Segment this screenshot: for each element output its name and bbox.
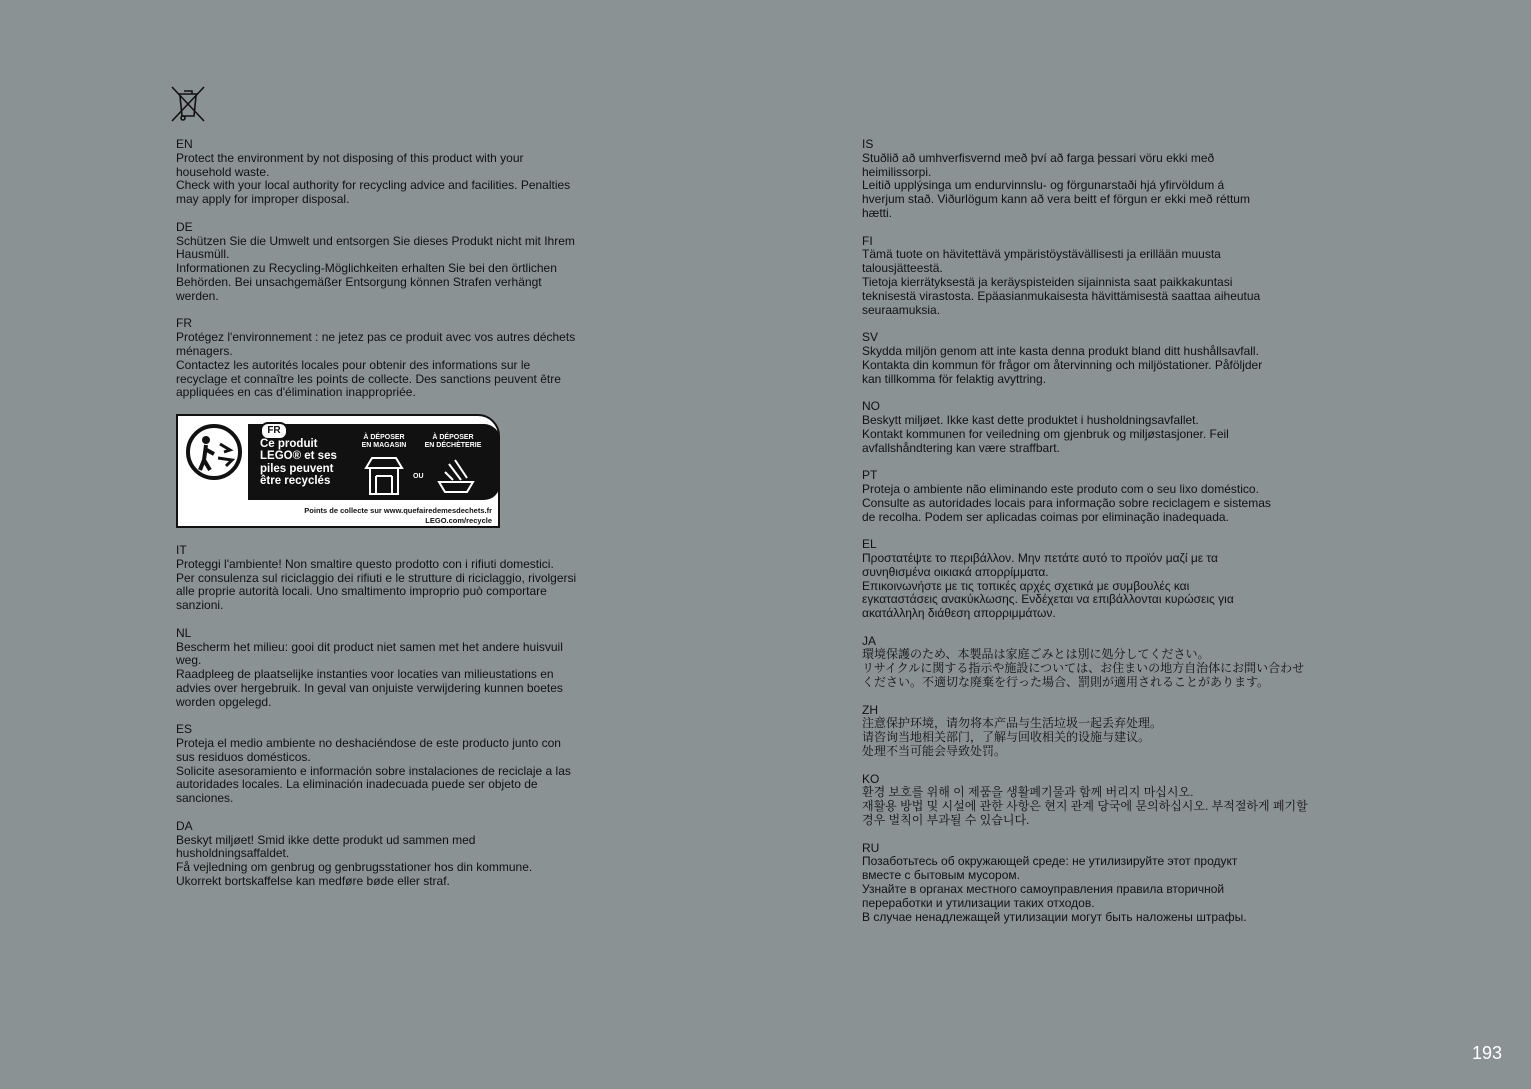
fr-badge: FR — [260, 422, 288, 440]
language-code: FR — [176, 316, 192, 331]
text-line: Stuðlið að umhverfisvernd með því að farga þessari vöru ekki með — [862, 150, 1215, 165]
right-column — [862, 138, 1317, 938]
text-line: 请咨询当地相关部门，了解与回收相关的设施与建议。 — [862, 730, 1151, 745]
language-section-zh — [862, 704, 1317, 759]
text-line: εγκαταστάσεις ανακύκλωσης. Ενδέχεται να επιβάλλονται κυρώσεις για — [862, 592, 1234, 607]
language-section-ja — [862, 635, 1317, 690]
text-line: Επικοινωνήστε με τις τοπικές αρχές σχετικά με συμβουλές και — [862, 578, 1190, 593]
text-line: kan tillkomma för felaktig avyttring. — [862, 371, 1047, 386]
text-line: hætti. — [862, 205, 893, 220]
language-code: DE — [176, 219, 193, 234]
text-line: Schützen Sie die Umwelt und entsorgen Sie dieses Produkt nicht mit Ihrem — [176, 233, 575, 248]
text-line: Proteggi l'ambiente! Non smaltire questo prodotto con i rifiuti domestici. — [176, 556, 554, 571]
text-line: recyclage et connaître les points de collecte. Des sanctions peuvent être — [176, 371, 561, 386]
text-line: Προστατέψτε το περιβάλλον. Μην πετάτε αυτό το προϊόν μαζί με τα — [862, 550, 1218, 565]
text-line: Kontakta din kommun för frågor om återvinning och miljöstationer. Påföljder — [862, 357, 1263, 372]
language-section-es — [176, 723, 631, 806]
language-section-en — [176, 138, 631, 207]
or-label: OU — [413, 472, 424, 480]
text-line: Informationen zu Recycling-Möglichkeiten erhalten Sie bei den örtlichen — [176, 261, 557, 276]
language-section-fr — [176, 317, 631, 400]
language-code: RU — [862, 840, 880, 855]
triman-recycling-label — [176, 414, 500, 528]
text-line: συνηθισμένα οικιακά απορρίμματα. — [862, 564, 1049, 579]
triman-title: Ce produit LEGO® et ses piles peuvent être recyclés — [260, 437, 337, 488]
left-column — [176, 138, 631, 903]
text-line: Solicite asesoramiento e información sobre instalaciones de reciclaje a las — [176, 763, 571, 778]
language-code: JA — [862, 633, 877, 648]
language-section-fi — [862, 235, 1317, 318]
language-code: NL — [176, 625, 192, 640]
text-line: переработки и утилизации таких отходов. — [862, 895, 1095, 910]
language-section-ru — [862, 842, 1317, 925]
text-line: advies over hergebruik. In geval van onjuiste verwijdering kunnen boetes — [176, 680, 563, 695]
language-section-ko — [862, 773, 1317, 828]
text-line: Beskyt miljøet! Smid ikke dette produkt ud sammen med — [176, 832, 476, 847]
text-line: ακατάλληλη διάθεση απορριμμάτων. — [862, 606, 1056, 621]
text-line: Tämä tuote on hävitettävä ympäristöystävällisesti ja erillään muusta — [862, 247, 1221, 262]
text-line: 환경 보호를 위해 이 제품을 생활폐기물과 함께 버리지 마십시오. — [862, 785, 1194, 800]
language-section-sv — [862, 331, 1317, 386]
text-line: Raadpleeg de plaatselijke instanties voor locaties van milieustations en — [176, 667, 554, 682]
language-section-is — [862, 138, 1317, 221]
language-section-el — [862, 538, 1317, 621]
text-line: may apply for improper disposal. — [176, 192, 350, 207]
text-line: weg. — [176, 653, 202, 668]
text-line: Check with your local authority for recycling advice and facilities. Penalties — [176, 178, 571, 193]
text-line: hverjum stað. Viðurlögum kann að vera beitt ef förgun er ekki með réttum — [862, 192, 1250, 207]
text-line: Позаботьтесь об окружающей среде: не утилизируйте этот продукт — [862, 854, 1238, 869]
text-line: sus residuos domésticos. — [176, 749, 311, 764]
text-line: 재활용 방법 및 시설에 관한 사항은 현지 관계 당국에 문의하십시오. 부적절하게 폐기할 — [862, 799, 1308, 814]
text-line: ください。不適切な廃棄を行った場合、罰則が適用されることがあります。 — [862, 675, 1270, 690]
deposit-dechetterie-label: À DÉPOSER EN DÉCHÈTERIE — [424, 433, 482, 449]
text-line: 環境保護のため、本製品は家庭ごみとは別に処分してください。 — [862, 647, 1210, 662]
text-line: alle proprie autorità locali. Uno smaltimento improprio può comportare — [176, 584, 547, 599]
text-line: talousjätteestä. — [862, 261, 943, 276]
text-line: de recolha. Podem ser aplicadas coimas por eliminação inadequada. — [862, 509, 1229, 524]
text-line: werden. — [176, 288, 219, 303]
page-number: 193 — [1472, 1043, 1503, 1063]
deposit-shop-label: À DÉPOSER EN MAGASIN — [361, 433, 407, 449]
text-line: Per consulenza sul riciclaggio dei rifiuti e le strutture di riciclaggio, rivolgersi — [176, 570, 577, 585]
text-line: teknisestä virastosta. Epäasianmukaisesta hävittämisestä saattaa aiheutua — [862, 288, 1261, 303]
lego-recycle-url: LEGO.com/recycle — [425, 515, 492, 525]
language-code: IS — [862, 137, 874, 151]
text-line: Kontakt kommunen for veiledning om gjenbruk og miljøstasjoner. Feil — [862, 426, 1229, 441]
language-code: FI — [862, 233, 873, 248]
language-section-pt — [862, 469, 1317, 524]
language-code: SV — [862, 330, 879, 345]
language-section-it — [176, 544, 631, 613]
language-section-da — [176, 820, 631, 889]
text-line: Hausmüll. — [176, 247, 230, 262]
text-line: autoridades locales. La eliminación inadecuada puede ser objeto de — [176, 777, 538, 792]
shop-icon — [362, 454, 406, 498]
text-line: Beskytt miljøet. Ikke kast dette produktet i husholdningsavfallet. — [862, 412, 1199, 427]
text-line: Bescherm het milieu: gooi dit product niet samen met het andere huisvuil — [176, 639, 563, 654]
language-code: PT — [862, 468, 878, 483]
text-line: avfallshåndtering kan være straffbart. — [862, 440, 1060, 455]
crossed-out-bin-icon — [168, 84, 208, 124]
language-code: KO — [862, 771, 880, 786]
text-line: Proteja o ambiente não eliminando este produto com o seu lixo doméstico. — [862, 481, 1259, 496]
language-code: EL — [862, 537, 877, 552]
language-code: DA — [176, 818, 193, 833]
recycling-person-icon — [184, 422, 244, 482]
text-line: Protégez l'environnement : ne jetez pas ce produit avec vos autres déchets — [176, 330, 576, 345]
language-section-no — [862, 400, 1317, 455]
dechetterie-icon — [433, 452, 479, 498]
text-line: 注意保护环境，请勿将本产品与生活垃圾一起丢弃处理。 — [862, 716, 1163, 731]
language-code: IT — [176, 542, 187, 557]
text-line: Proteja el medio ambiente no deshaciéndose de este producto junto con — [176, 736, 561, 751]
text-line: Få vejledning om genbrug og genbrugsstationer hos din kommune. — [176, 860, 533, 875]
collection-points-text — [304, 506, 492, 526]
text-line: вместе с бытовым мусором. — [862, 868, 1020, 883]
text-line: 处理不当可能会导致处罚。 — [862, 744, 1007, 759]
text-line: husholdningsaffaldet. — [176, 846, 290, 861]
language-code: EN — [176, 137, 193, 151]
language-code: ES — [176, 722, 193, 737]
text-line: リサイクルに関する指示や施設については、お住まいの地方自治体にお問い合わせ — [862, 661, 1305, 676]
collection-points-line: Points de collecte sur www.quefairedemesdechets.fr — [304, 505, 492, 515]
text-line: appliquées en cas d'élimination inappropriée. — [176, 385, 416, 400]
text-line: Leitið upplýsinga um endurvinnslu- og förgunarstaði hjá yfirvöldum á — [862, 178, 1225, 193]
text-line: Ukorrekt bortskaffelse kan medføre bøde eller straf. — [176, 874, 450, 889]
text-line: Tietoja kierrätyksestä ja keräyspisteiden sijainnista saat paikkakuntasi — [862, 274, 1233, 289]
text-line: 경우 벌칙이 부과될 수 있습니다. — [862, 813, 1030, 828]
language-code: NO — [862, 399, 880, 414]
text-line: ménagers. — [176, 343, 233, 358]
text-line: В случае ненадлежащей утилизации могут быть наложены штрафы. — [862, 909, 1247, 924]
language-code: ZH — [862, 702, 878, 717]
text-line: Узнайте в органах местного самоуправления правила вторичной — [862, 882, 1225, 897]
text-line: sanzioni. — [176, 598, 224, 613]
text-line: Skydda miljön genom att inte kasta denna produkt bland ditt hushållsavfall. — [862, 343, 1259, 358]
text-line: Behörden. Bei unsachgemäßer Entsorgung können Strafen verhängt — [176, 274, 542, 289]
language-section-de — [176, 221, 631, 304]
language-section-nl — [176, 627, 631, 710]
text-line: Consulte as autoridades locais para informação sobre reciclagem e sistemas — [862, 495, 1271, 510]
text-line: worden opgelegd. — [176, 694, 272, 709]
text-line: Protect the environment by not disposing of this product with your — [176, 150, 524, 165]
text-line: heimilissorpi. — [862, 164, 932, 179]
text-line: sanciones. — [176, 791, 234, 806]
text-line: household waste. — [176, 164, 270, 179]
text-line: seuraamuksia. — [862, 302, 941, 317]
text-line: Contactez les autorités locales pour obtenir des informations sur le — [176, 357, 531, 372]
